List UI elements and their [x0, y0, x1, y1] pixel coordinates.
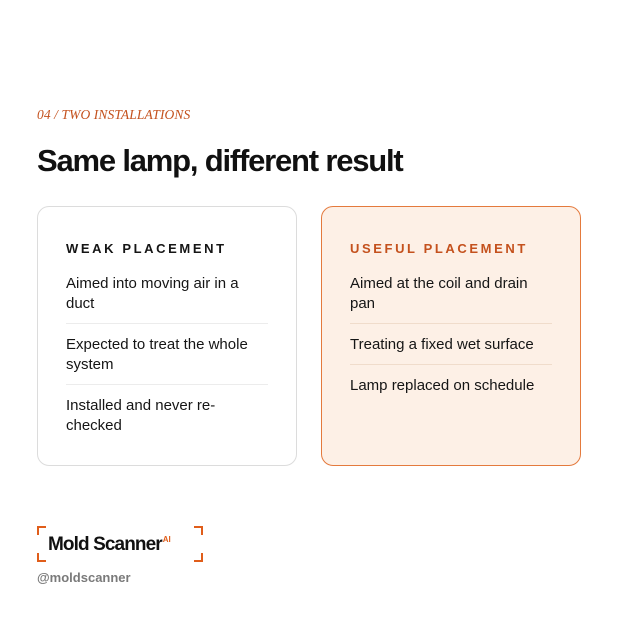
useful-placement-heading: USEFUL PLACEMENT — [350, 241, 528, 256]
brand-wordmark — [48, 534, 171, 556]
list-item: Installed and never re-checked — [66, 397, 216, 434]
brand-ai-mark: AI — [162, 535, 171, 544]
logo-corner-bracket — [194, 526, 203, 535]
section-eyebrow: 04 / TWO INSTALLATIONS — [37, 107, 191, 122]
brand-name: Mold Scanner — [48, 534, 162, 555]
list-item: Aimed at the coil and drain pan — [350, 274, 552, 324]
brand-logo — [37, 526, 203, 562]
list-item: Expected to treat the whole system — [66, 335, 268, 385]
logo-corner-bracket — [37, 553, 46, 562]
list-item: Treating a fixed wet surface — [350, 335, 552, 365]
page-title: Same lamp, different result — [37, 143, 403, 178]
list-item: Lamp replaced on schedule — [350, 377, 535, 394]
useful-placement-card — [321, 206, 581, 466]
weak-placement-heading: WEAK PLACEMENT — [66, 241, 227, 256]
social-handle: @moldscanner — [37, 570, 131, 585]
logo-corner-bracket — [37, 526, 46, 535]
logo-corner-bracket — [194, 553, 203, 562]
weak-placement-card — [37, 206, 297, 466]
list-item: Aimed into moving air in a duct — [66, 274, 268, 324]
